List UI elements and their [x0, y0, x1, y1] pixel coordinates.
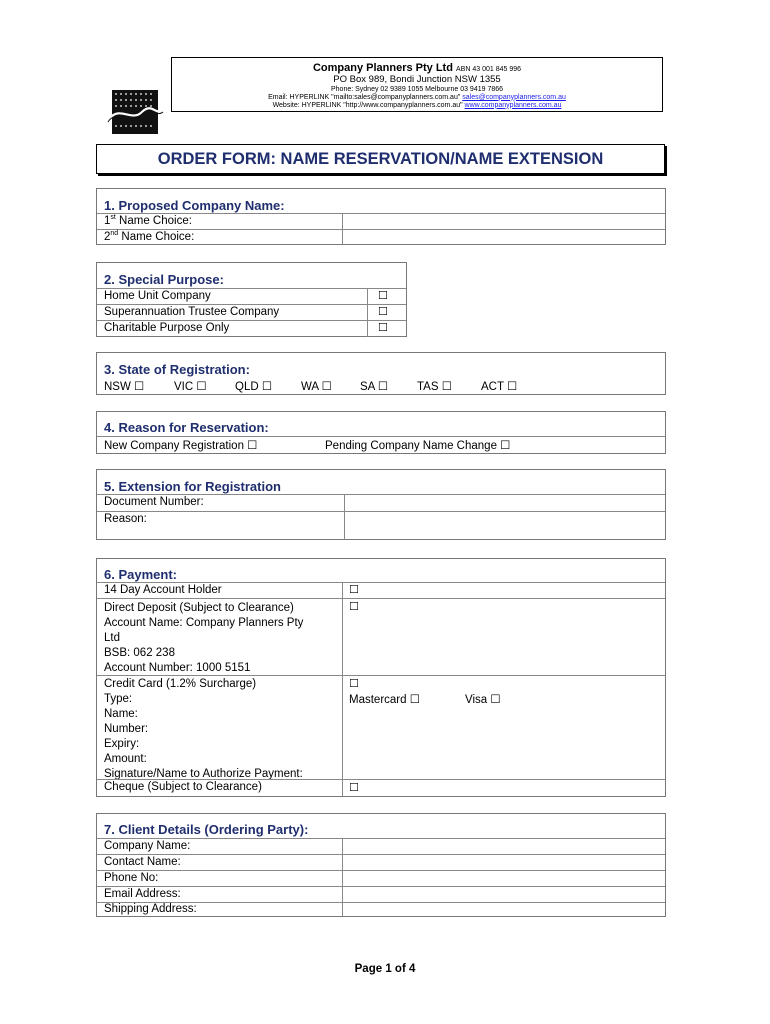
section-special-purpose — [96, 262, 407, 337]
list-item: Charitable Purpose Only ☐ — [97, 320, 406, 337]
phone-field[interactable] — [343, 871, 665, 886]
second-name-choice-field[interactable] — [343, 230, 665, 245]
section-title: 5. Extension for Registration — [104, 479, 281, 494]
company-header — [171, 57, 663, 112]
section-title: 3. State of Registration: — [104, 362, 250, 377]
company-email: Email: HYPERLINK "mailto:sales@companyplanners.com.au" sales@companyplanners.com.au — [268, 93, 566, 101]
first-name-choice-field[interactable] — [343, 214, 665, 229]
section-client-details — [96, 813, 666, 917]
company-website: Website: HYPERLINK "http://www.companyplanners.com.au" www.companyplanners.com.au — [272, 101, 562, 109]
list-item: Superannuation Trustee Company ☐ — [97, 304, 406, 320]
visa-option[interactable]: Visa ☐ — [465, 694, 501, 706]
company-name-label: Company Name: — [104, 840, 191, 852]
section-title: 4. Reason for Reservation: — [104, 420, 269, 435]
account-holder-label: 14 Day Account Holder — [104, 584, 222, 596]
cheque-checkbox[interactable]: ☐ — [349, 782, 359, 794]
home-unit-checkbox[interactable]: ☐ — [378, 290, 388, 302]
section-reservation-reason — [96, 411, 666, 454]
email-field[interactable] — [343, 887, 665, 902]
section-title: 7. Client Details (Ordering Party): — [104, 822, 309, 837]
section-state-registration — [96, 352, 666, 395]
second-name-choice-row: 2nd Name Choice: — [97, 229, 665, 245]
email-link[interactable]: sales@companyplanners.com.au — [462, 93, 566, 101]
company-name: Company Planners Pty Ltd — [312, 62, 453, 74]
state-vic-option[interactable]: VIC ☐ — [174, 381, 207, 393]
document-number-field[interactable] — [345, 495, 665, 511]
direct-deposit-checkbox[interactable]: ☐ — [349, 601, 359, 613]
state-qld-option[interactable]: QLD ☐ — [235, 381, 273, 393]
state-sa-option[interactable]: SA ☐ — [360, 381, 389, 393]
mastercard-option[interactable]: Mastercard ☐ — [349, 694, 421, 706]
section-title: 2. Special Purpose: — [104, 272, 224, 287]
contact-name-field[interactable] — [343, 855, 665, 870]
page-number: Page 1 of 4 — [354, 963, 416, 975]
company-logo — [106, 88, 164, 136]
charitable-checkbox[interactable]: ☐ — [378, 322, 388, 334]
state-wa-option[interactable]: WA ☐ — [301, 381, 332, 393]
state-nsw-option[interactable]: NSW ☐ — [104, 381, 145, 393]
reason-label: Reason: — [104, 513, 147, 525]
new-company-option[interactable]: New Company Registration ☐ — [104, 440, 258, 452]
document-number-label: Document Number: — [104, 496, 204, 508]
shipping-address-field[interactable] — [343, 903, 665, 917]
cheque-label: Cheque (Subject to Clearance) — [104, 781, 262, 793]
state-act-option[interactable]: ACT ☐ — [481, 381, 518, 393]
first-name-choice-row: 1st Name Choice: — [97, 213, 665, 229]
section-proposed-name — [96, 188, 666, 245]
section-title: 1. Proposed Company Name: — [104, 198, 285, 213]
company-address: PO Box 989, Bondi Junction NSW 1355 — [333, 73, 501, 85]
form-title: ORDER FORM: NAME RESERVATION/NAME EXTENSION — [96, 144, 665, 174]
email-label: Email Address: — [104, 888, 181, 900]
superannuation-checkbox[interactable]: ☐ — [378, 306, 388, 318]
section-title: 6. Payment: — [104, 567, 177, 582]
credit-card-checkbox[interactable]: ☐ — [349, 678, 359, 690]
phone-label: Phone No: — [104, 872, 159, 884]
contact-name-label: Contact Name: — [104, 856, 181, 868]
list-item: Home Unit Company ☐ — [97, 288, 406, 304]
section-extension — [96, 469, 666, 540]
shipping-address-label: Shipping Address: — [104, 903, 197, 915]
company-phone: Phone: Sydney 02 9389 1055 Melbourne 03 9419 7866 — [330, 85, 504, 93]
website-link[interactable]: www.companyplanners.com.au — [464, 101, 562, 109]
pending-name-change-option[interactable]: Pending Company Name Change ☐ — [325, 440, 511, 452]
company-abn: ABN 43 001 845 996 — [456, 66, 522, 73]
account-holder-checkbox[interactable]: ☐ — [349, 584, 359, 596]
section-payment — [96, 558, 666, 797]
state-tas-option[interactable]: TAS ☐ — [417, 381, 453, 393]
company-name-field[interactable] — [343, 839, 665, 854]
direct-deposit-details: Direct Deposit (Subject to Clearance) Account Name: Company Planners Pty Ltd BSB: 062 238 Account Number: 1000 5151 — [104, 602, 304, 674]
credit-card-details: Credit Card (1.2% Surcharge) Type: Name: Number: Expiry: Amount: Signature/Name to Authorize Payment: — [104, 678, 303, 780]
reason-field[interactable] — [345, 512, 665, 540]
